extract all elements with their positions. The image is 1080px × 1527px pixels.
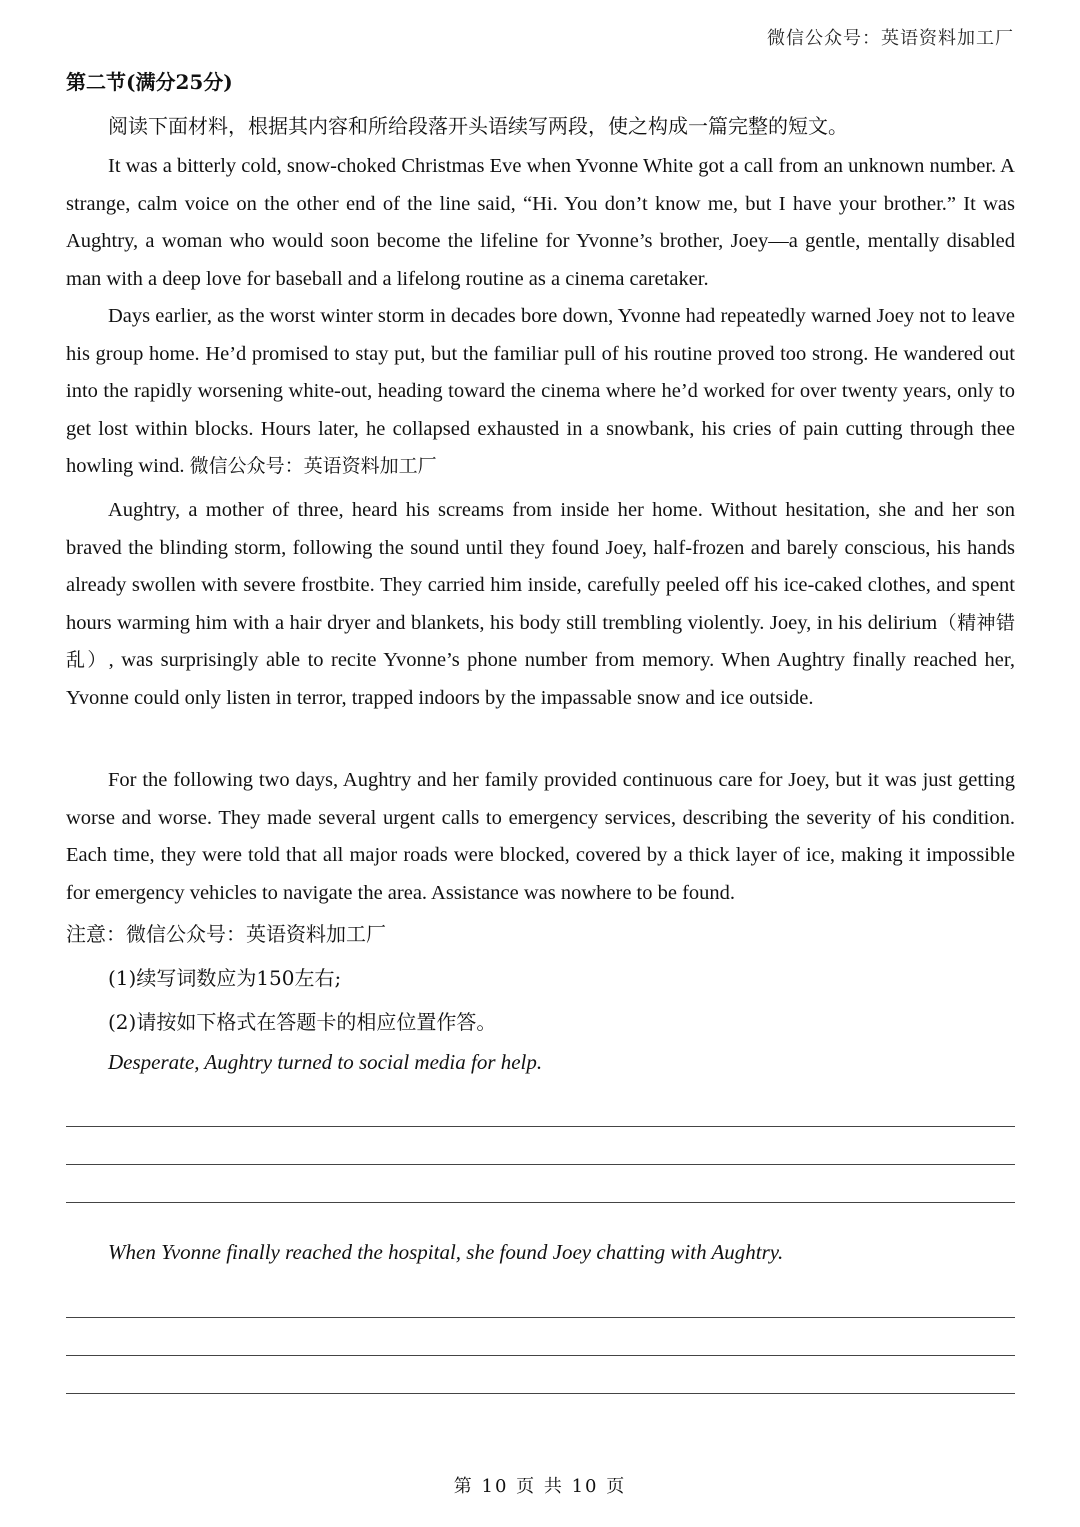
paragraph-starter-2: When Yvonne finally reached the hospital, she found Joey chatting with Aughtry. xyxy=(108,1240,784,1264)
paragraph-3-text-after: , was surprisingly able to recite Yvonne’s phone number from memory. When Aughtry finally reached her, Yvonne could only listen in terror, trapped indoors by the impassable snow and ice outside. xyxy=(66,649,1015,709)
paragraph-starter-1: Desperate, Aughtry turned to social media for help. xyxy=(108,1050,543,1074)
vocabulary-gloss: （精神错乱） xyxy=(66,611,1015,671)
notes-label: 注意：微信公众号：英语资料加工厂 xyxy=(66,922,386,946)
answer-line xyxy=(66,1164,1015,1165)
section-title: 第二节(满分25分) xyxy=(66,70,233,94)
paragraph-2-text: Days earlier, as the worst winter storm in decades bore down, Yvonne had repeatedly warned Joey not to leave his group home. He’d promised to stay put, but the familiar pull of his routine proved too strong. He wandered out into the rapidly worsening white-out, heading toward the cinema where he’d worked for over twenty years, only to get lost within blocks. Hours later, he collapsed exhausted in a snowbank, his cries of pain cutting through thee howling wind. xyxy=(66,305,1015,477)
answer-line xyxy=(66,1202,1015,1203)
header-watermark: 微信公众号：英语资料加工厂 xyxy=(767,28,1014,49)
page-number: 第 10 页 共 10 页 xyxy=(453,1476,627,1497)
paragraph-3-text-before: Aughtry, a mother of three, heard his screams from inside her home. Without hesitation, she and her son braved the blinding storm, following the sound until they found Joey, half-frozen and barely conscious, his hands already swollen with severe frostbite. They carried him inside, carefully peeled off his ice-caked clothes, and spent hours warming him with a hair dryer and blankets, his body still trembling violently. Joey, in his delirium xyxy=(66,499,1015,634)
answer-line xyxy=(66,1355,1015,1356)
passage-paragraph-4: For the following two days, Aughtry and her family provided continuous care for Joey, but it was just getting worse and worse. They made several urgent calls to emergency services, describing the severity of his condition. Each time, they were told that all major roads were blocked, covered by a thick layer of ice, making it impossible for emergency vehicles to navigate the area. Assistance was nowhere to be found. xyxy=(66,769,1015,904)
passage-paragraph-1: It was a bitterly cold, snow-choked Christmas Eve when Yvonne White got a call from an unknown number. A strange, calm voice on the other end of the line said, “Hi. You don’t know me, but I have your brother.” It was Aughtry, a woman who would soon become the lifeline for Yvonne’s brother, Joey—a gentle, mentally disabled man with a deep love for baseball and a lifelong routine as a cinema caretaker. xyxy=(66,155,1015,290)
task-instruction: 阅读下面材料，根据其内容和所给段落开头语续写两段，使之构成一篇完整的短文。 xyxy=(108,114,848,138)
inline-watermark: 微信公众号：英语资料加工厂 xyxy=(189,455,437,477)
answer-line xyxy=(66,1393,1015,1394)
passage-paragraph-3 xyxy=(66,492,1015,717)
answer-line xyxy=(66,1126,1015,1127)
answer-line xyxy=(66,1317,1015,1318)
requirement-word-count: (1)续写词数应为150左右; xyxy=(108,966,342,990)
requirement-format: (2)请按如下格式在答题卡的相应位置作答。 xyxy=(108,1010,497,1034)
passage-paragraph-2 xyxy=(66,298,1015,486)
